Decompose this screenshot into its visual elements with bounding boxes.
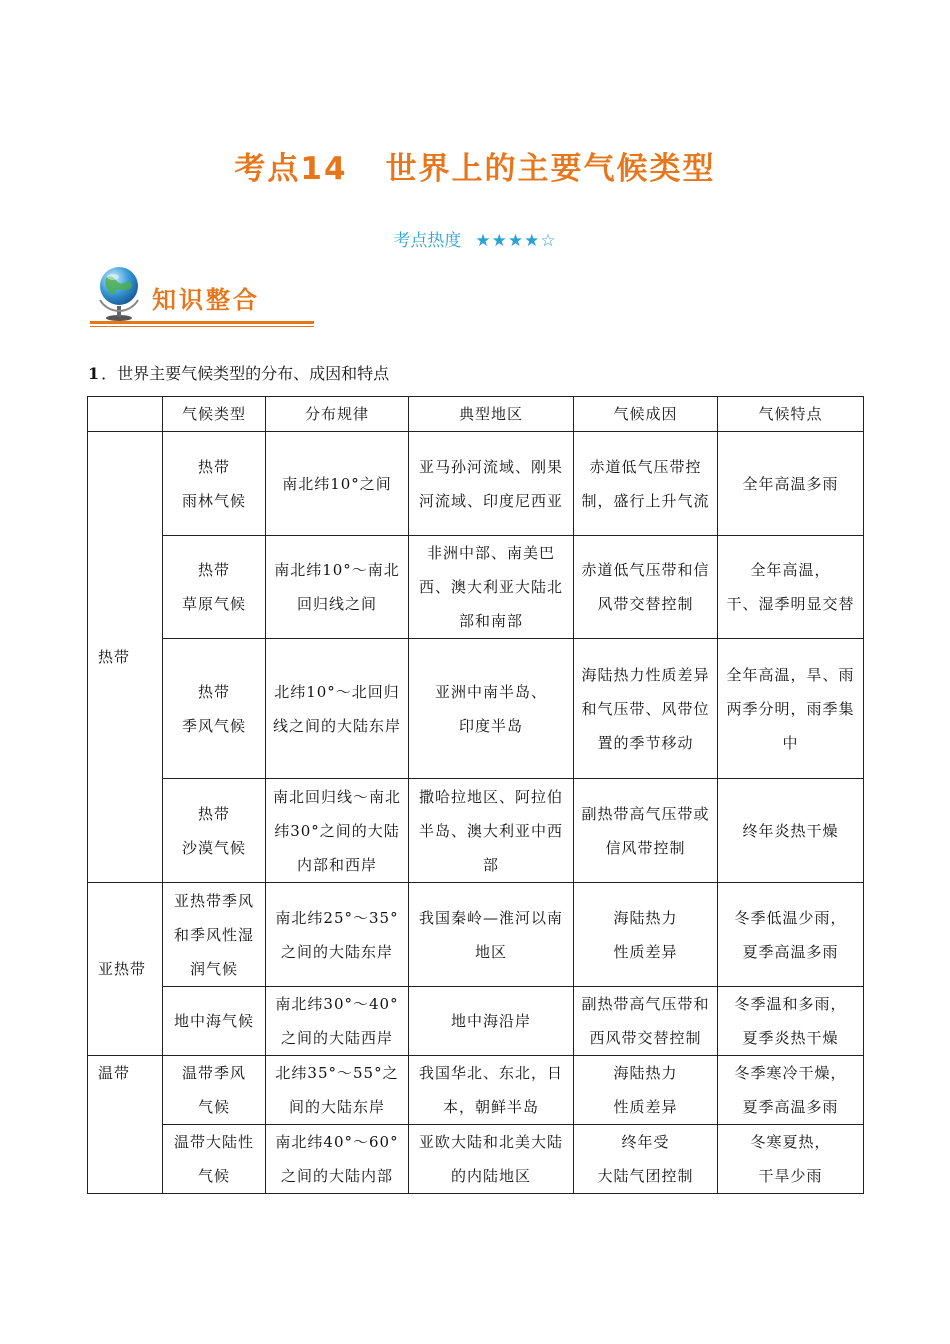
table-cell: 南北纬10°～南北回归线之间 — [266, 536, 409, 639]
table-cell: 北纬10°～北回归线之间的大陆东岸 — [266, 639, 409, 779]
table-row — [88, 639, 864, 779]
table-cell: 亚马孙河流域、刚果河流域、印度尼西亚 — [409, 432, 574, 536]
table-cell: 北纬35°～55°之间的大陆东岸 — [266, 1056, 409, 1125]
table-cell: 南北回归线～南北纬30°之间的大陆内部和西岸 — [266, 779, 409, 883]
table-cell: 赤道低气压带控制，盛行上升气流 — [574, 432, 718, 536]
table-header-cell: 分布规律 — [266, 397, 409, 432]
section-divider-thin — [90, 326, 314, 327]
table-cell: 海陆热力性质差异和气压带、风带位置的季节移动 — [574, 639, 718, 779]
topic-heat — [0, 226, 950, 251]
table-cell: 冬季低温少雨， 夏季高温多雨 — [718, 883, 864, 987]
globe-icon — [94, 264, 144, 322]
table-cell: 副热带高气压带和西风带交替控制 — [574, 987, 718, 1056]
zone-cell: 热带 — [88, 432, 163, 883]
table-cell: 亚洲中南半岛、 印度半岛 — [409, 639, 574, 779]
table-cell: 我国秦岭—淮河以南地区 — [409, 883, 574, 987]
climate-table — [87, 396, 864, 1194]
table-cell: 温带大陆性 气候 — [163, 1125, 266, 1194]
section-header — [90, 262, 315, 328]
table-row — [88, 432, 864, 536]
table-cell: 冬季温和多雨， 夏季炎热干燥 — [718, 987, 864, 1056]
zone-cell: 亚热带 — [88, 883, 163, 1056]
table-header-cell: 气候特点 — [718, 397, 864, 432]
table-cell: 热带 沙漠气候 — [163, 779, 266, 883]
page-title-number: 考点14 — [234, 151, 348, 187]
section-divider — [90, 321, 314, 324]
page-title — [0, 143, 950, 188]
table-row — [88, 1056, 864, 1125]
table-cell: 赤道低气压带和信风带交替控制 — [574, 536, 718, 639]
table-header-cell: 气候类型 — [163, 397, 266, 432]
point-heading — [88, 361, 389, 384]
table-header-cell: 气候成因 — [574, 397, 718, 432]
table-cell: 非洲中部、南美巴西、澳大利亚大陆北部和南部 — [409, 536, 574, 639]
table-row — [88, 883, 864, 987]
table-cell: 终年受 大陆气团控制 — [574, 1125, 718, 1194]
page-title-text: 世界上的主要气候类型 — [385, 151, 716, 187]
table-header-row — [88, 397, 864, 432]
table-cell: 副热带高气压带或信风带控制 — [574, 779, 718, 883]
table-cell: 冬季寒冷干燥， 夏季高温多雨 — [718, 1056, 864, 1125]
section-title: 知识整合 — [152, 286, 260, 314]
table-cell: 亚热带季风和季风性湿润气候 — [163, 883, 266, 987]
table-header-cell: 典型地区 — [409, 397, 574, 432]
table-cell: 全年高温，旱、雨两季分明，雨季集中 — [718, 639, 864, 779]
table-cell: 南北纬25°～35°之间的大陆东岸 — [266, 883, 409, 987]
table-cell: 全年高温， 干、湿季明显交替 — [718, 536, 864, 639]
zone-cell: 温带 — [88, 1056, 163, 1194]
table-row — [88, 1125, 864, 1194]
table-cell: 地中海沿岸 — [409, 987, 574, 1056]
table-cell: 南北纬10°之间 — [266, 432, 409, 536]
table-cell: 热带 草原气候 — [163, 536, 266, 639]
table-cell: 温带季风 气候 — [163, 1056, 266, 1125]
topic-heat-label: 考点热度 — [393, 231, 462, 251]
table-cell: 南北纬30°～40°之间的大陆西岸 — [266, 987, 409, 1056]
point-number: 1 — [88, 364, 100, 383]
table-row — [88, 536, 864, 639]
topic-heat-stars: ★★★★☆ — [475, 231, 557, 251]
table-row — [88, 987, 864, 1056]
table-cell: 全年高温多雨 — [718, 432, 864, 536]
table-row — [88, 779, 864, 883]
table-cell: 终年炎热干燥 — [718, 779, 864, 883]
table-cell: 亚欧大陆和北美大陆的内陆地区 — [409, 1125, 574, 1194]
point-text: ．世界主要气候类型的分布、成因和特点 — [101, 364, 390, 383]
table-cell: 海陆热力 性质差异 — [574, 1056, 718, 1125]
table-cell: 撒哈拉地区、阿拉伯半岛、澳大利亚中西部 — [409, 779, 574, 883]
table-header-cell — [88, 397, 163, 432]
table-cell: 地中海气候 — [163, 987, 266, 1056]
table-cell: 南北纬40°～60°之间的大陆内部 — [266, 1125, 409, 1194]
table-cell: 海陆热力 性质差异 — [574, 883, 718, 987]
table-cell: 我国华北、东北，日本，朝鲜半岛 — [409, 1056, 574, 1125]
table-cell: 冬寒夏热， 干旱少雨 — [718, 1125, 864, 1194]
table-cell: 热带 季风气候 — [163, 639, 266, 779]
table-cell: 热带 雨林气候 — [163, 432, 266, 536]
